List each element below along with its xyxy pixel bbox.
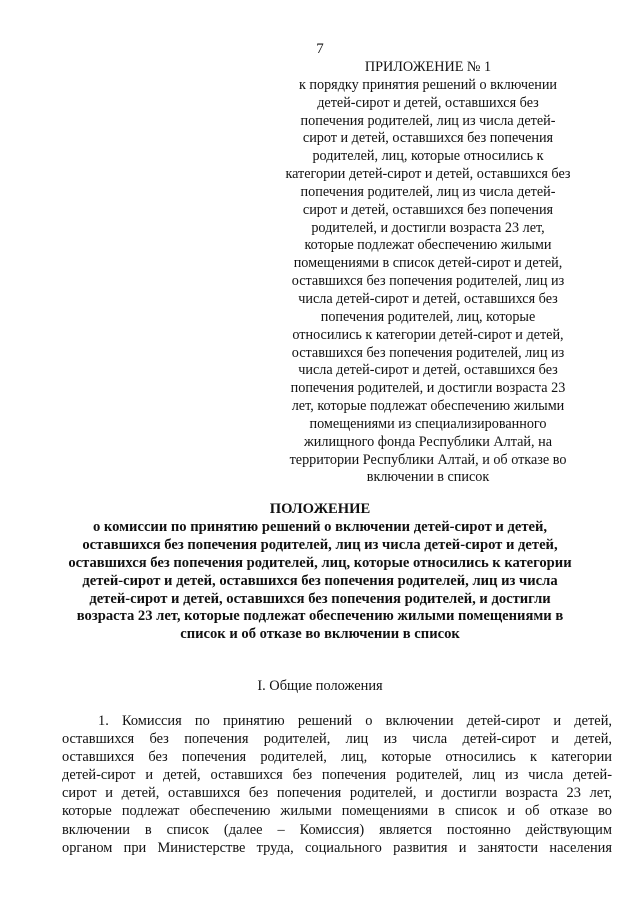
body-line: 1. Комиссия по принятию решений о включении детей-сирот и детей,	[98, 713, 612, 729]
appendix-line: попечения родителей, лиц, которые	[320, 308, 536, 325]
body-line: оставшихся без попечения родителей, лиц, которые относились к категории	[62, 749, 612, 766]
body-line: которые подлежат обеспечению жилыми помещениями в список и об отказе во	[62, 803, 612, 820]
appendix-line: лет, которые подлежат обеспечению жилыми	[291, 398, 565, 415]
document-title-line: детей-сирот и детей, оставшихся без попечения родителей, лиц из числа	[82, 572, 558, 589]
body-line: органом при Министерстве труда, социального развития и занятости населения	[62, 839, 612, 856]
appendix-title: ПРИЛОЖЕНИЕ № 1	[364, 59, 492, 75]
appendix-line: относились к категории детей-сирот и детей,	[292, 326, 564, 343]
appendix-line: жилищного фонда Республики Алтай, на	[303, 433, 553, 450]
appendix-line: детей-сирот и детей, оставшихся без	[317, 94, 539, 111]
body-line: детей-сирот и детей, оставшихся без попечения родителей, лиц из числа детей-	[62, 767, 612, 784]
body-line: сирот и детей, оставшихся без попечения родителей, и достигли возраста 23 лет,	[62, 785, 612, 802]
appendix-line: сирот и детей, оставшихся без попечения	[302, 130, 554, 147]
appendix-line: попечения родителей, лиц из числа детей-	[300, 112, 556, 129]
body-line: включении в список (далее – Комиссия) является постоянно действующим	[62, 821, 612, 838]
document-title-line: оставшихся без попечения родителей, лиц, которые относились к категории	[68, 554, 572, 571]
appendix-line: помещениями из специализированного	[309, 415, 547, 432]
appendix-header	[258, 59, 598, 487]
document-heading: ПОЛОЖЕНИЕ	[269, 501, 371, 517]
appendix-line: которые подлежат обеспечению жилыми	[304, 237, 552, 254]
body-line: оставшихся без попечения родителей, лиц из числа детей-сирот и детей,	[62, 731, 612, 748]
appendix-line: оставшихся без попечения родителей, лиц из	[291, 344, 565, 361]
document-title-line: оставшихся без попечения родителей, лиц из числа детей-сирот и детей,	[82, 536, 558, 553]
appendix-line: категории детей-сирот и детей, оставшихся без	[285, 166, 571, 183]
appendix-line: попечения родителей, и достигли возраста 23	[290, 380, 566, 397]
appendix-line: помещениями в список детей-сирот и детей,	[293, 255, 563, 272]
appendix-line: территории Республики Алтай, и об отказе во	[289, 451, 567, 468]
document-title	[40, 501, 600, 644]
appendix-line: попечения родителей, лиц из числа детей-	[300, 183, 556, 200]
appendix-line: числа детей-сирот и детей, оставшихся без	[298, 290, 558, 307]
appendix-line: к порядку принятия решений о включении	[298, 76, 558, 93]
document-title-line: детей-сирот и детей, оставшихся без попечения родителей, и достигли	[89, 590, 551, 607]
document-title-line: о комиссии по принятию решений о включении детей-сирот и детей,	[92, 518, 548, 535]
appendix-line: оставшихся без попечения родителей, лиц из	[291, 273, 565, 290]
appendix-line: числа детей-сирот и детей, оставшихся без	[298, 362, 558, 379]
appendix-line: родителей, лиц, которые относились к	[312, 148, 544, 165]
body-paragraph	[62, 712, 612, 857]
document-title-line: список и об отказе во включении в список	[180, 626, 460, 643]
section-heading: I. Общие положения	[257, 678, 383, 694]
appendix-line: включении в список	[366, 469, 490, 486]
appendix-line: родителей, и достигли возраста 23 лет,	[311, 219, 545, 236]
appendix-line: сирот и детей, оставшихся без попечения	[302, 201, 554, 218]
document-title-line: возраста 23 лет, которые подлежат обеспечению жилыми помещениями в	[76, 608, 564, 625]
page-number: 7	[316, 41, 324, 57]
